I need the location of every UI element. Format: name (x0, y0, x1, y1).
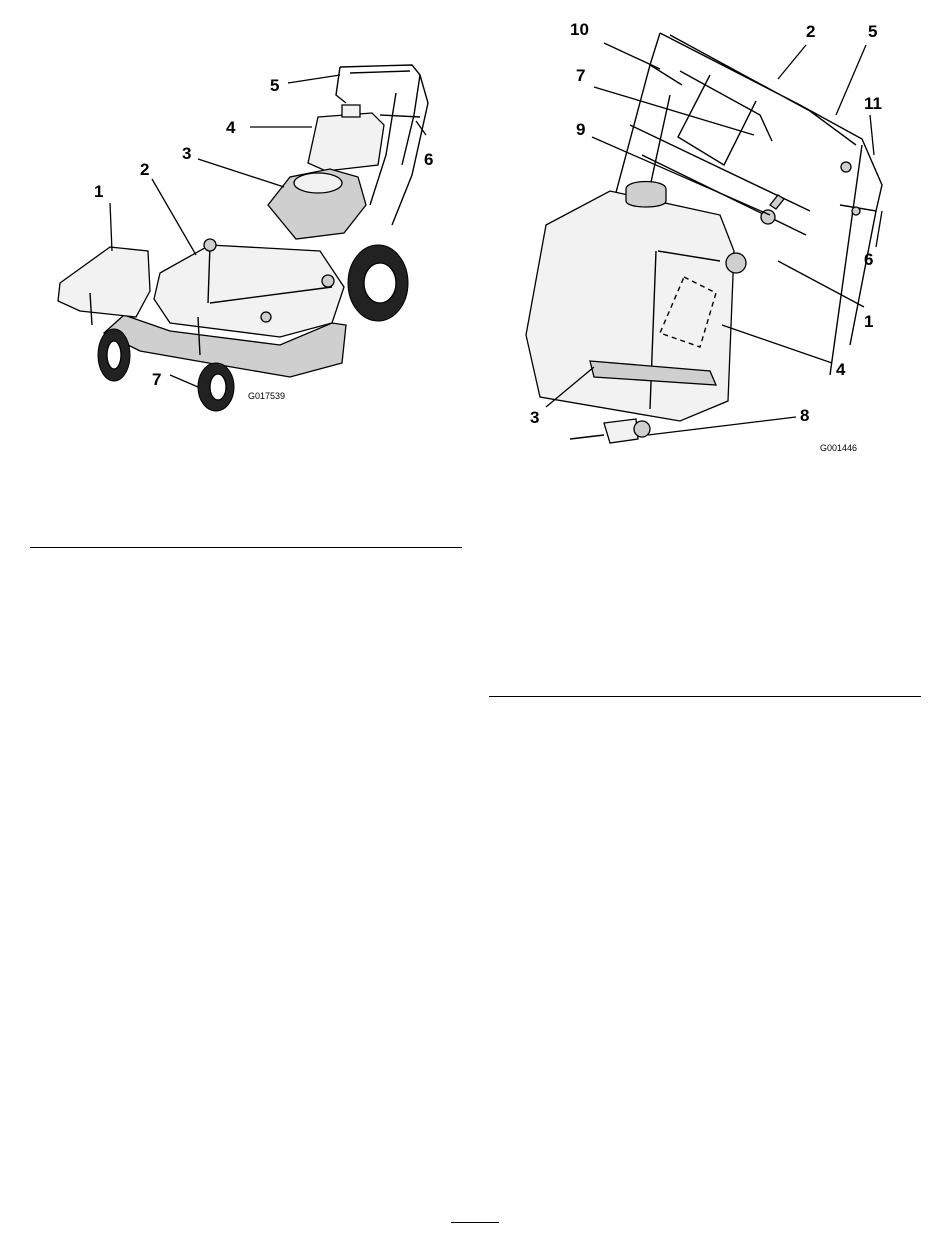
callout-2-right: 2 (806, 22, 816, 41)
callout-6-right: 6 (864, 250, 874, 269)
callout-1: 1 (94, 182, 104, 201)
callout-11: 11 (864, 94, 882, 113)
left-column-divider (30, 547, 462, 548)
callout-7-right: 7 (576, 66, 586, 85)
callout-8: 8 (800, 406, 810, 425)
callout-2: 2 (140, 160, 150, 179)
mower-overview-illustration (40, 55, 460, 415)
callout-1-right: 1 (864, 312, 874, 331)
callout-3-right: 3 (530, 408, 540, 427)
figure-id-right: G001446 (820, 443, 858, 453)
right-column-divider (489, 696, 921, 697)
callout-5-right: 5 (868, 22, 878, 41)
callout-10: 10 (570, 20, 589, 39)
callout-5: 5 (270, 76, 280, 95)
callout-7: 7 (152, 370, 162, 389)
callout-3: 3 (182, 144, 192, 163)
fuel-tank-detail-figure (510, 15, 910, 465)
callout-9: 9 (576, 120, 586, 139)
callout-6: 6 (424, 150, 434, 169)
fuel-tank-detail-illustration (510, 15, 910, 465)
figure-id-left: G017539 (248, 391, 286, 401)
callout-4-right: 4 (836, 360, 846, 379)
page-footer-rule (451, 1222, 499, 1223)
callout-4: 4 (226, 118, 236, 137)
mower-overview-figure (40, 55, 460, 415)
